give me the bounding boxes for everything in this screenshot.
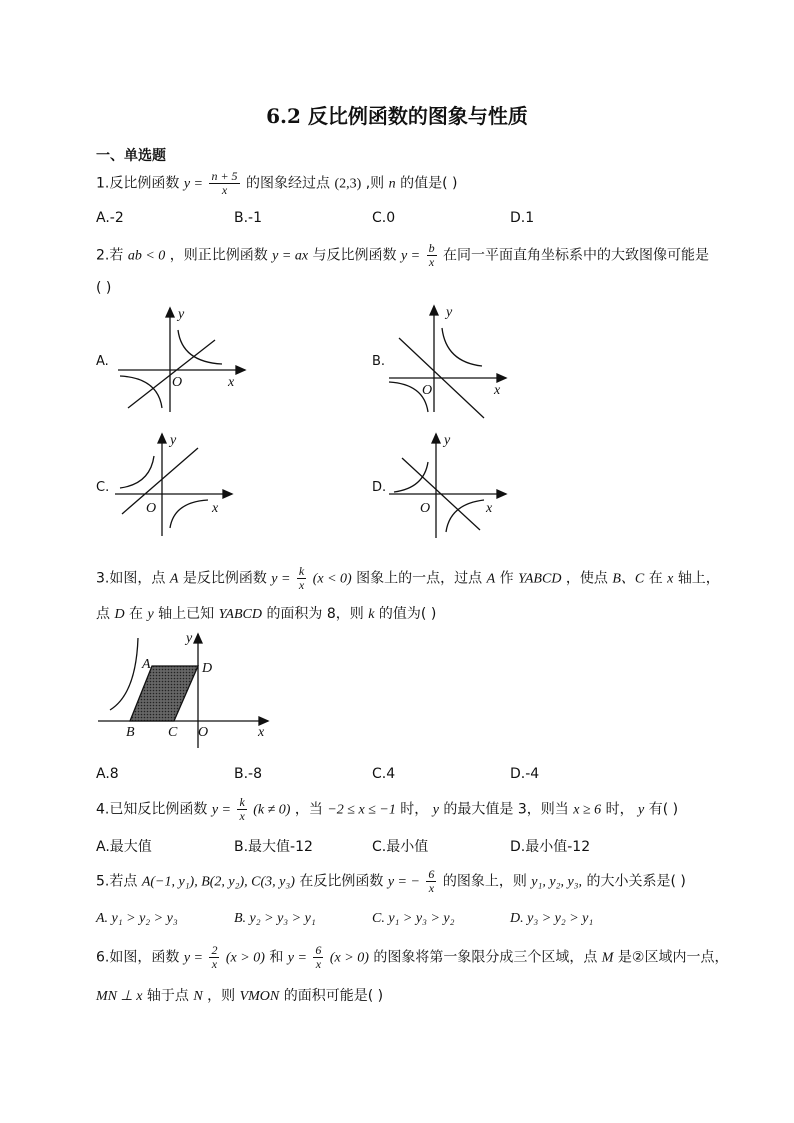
- svg-text:y: y: [446, 305, 453, 320]
- q2-fraction: $\frac{b}{x}$: [428, 241, 435, 269]
- page-title: 6.2 反比例函数的图象与性质: [266, 104, 528, 128]
- q2-graph-b: [384, 300, 534, 420]
- q2-graph-a: [110, 300, 260, 420]
- svg-text:y: y: [170, 433, 177, 448]
- q3-fraction: $\frac{k}{x}$: [298, 564, 305, 592]
- q5-option-a[interactable]: A. y₁ > y₂ > y₃: [96, 911, 178, 926]
- q4-option-b[interactable]: B.最大值-12: [234, 839, 313, 855]
- q4-fraction: $\frac{k}{x}$: [239, 795, 245, 823]
- label-a: A: [142, 657, 151, 672]
- hyperbola-branch-1: [120, 456, 154, 488]
- q2-option-c[interactable]: C.: [96, 480, 110, 495]
- q2-option-d[interactable]: D.: [372, 480, 387, 495]
- x-arrow: [236, 366, 245, 374]
- y-label: y: [178, 307, 185, 322]
- q3-line2: 点 D 在 y 轴上已知 YABCD 的面积为 8，则 k 的值为( ): [96, 606, 437, 622]
- label-b: B: [126, 725, 135, 740]
- x-label: x: [228, 375, 235, 390]
- label-x: x: [258, 725, 265, 740]
- q3-option-c[interactable]: C.4: [372, 766, 396, 782]
- svg-text:O: O: [420, 501, 431, 516]
- question-1: 1.反比例函数 y = $\frac{n + 5}{x}$ 的图象经过点 (2,3) ,则 n 的值是( ): [96, 169, 458, 197]
- q5-fraction: $\frac{6}{x}$: [428, 867, 435, 895]
- question-3: 3.如图，点 A 是反比例函数 y = $\frac{k}{x}$ (x < 0) 图象上的一点，过点 A 作 YABCD ，使点 B、C 在 x 轴上，: [96, 564, 720, 592]
- label-c: C: [168, 725, 178, 740]
- hyperbola-branch-1: [442, 328, 482, 366]
- svg-text:O: O: [422, 383, 433, 398]
- origin-label: O: [172, 375, 183, 390]
- y-arrow: [158, 434, 166, 443]
- q1-option-b[interactable]: B.-1: [234, 210, 263, 226]
- x-arrow: [497, 374, 506, 382]
- q2-option-a[interactable]: A.: [96, 354, 109, 369]
- question-2: 2.若 ab < 0 ，则正比例函数 y = ax 与反比例函数 y = $\frac{b}{x}$ 在同一平面直角坐标系中的大致图像可能是: [96, 241, 710, 269]
- section-heading: 一、单选题: [96, 148, 166, 164]
- question-5: 5.若点 A(−1, y₁), B(2, y₂), C(3, y₃) 在反比例函数 y = − $\frac{6}{x}$ 的图象上，则 y₁, y₂, y₃, 的大小关系是( ): [96, 867, 686, 895]
- q2-option-b[interactable]: B.: [372, 354, 386, 369]
- q6-line2: MN ⊥ x 轴于点 N ，则 VMON 的面积可能是( ): [96, 988, 384, 1004]
- q3-option-a[interactable]: A.8: [96, 766, 119, 782]
- direct-line: [128, 340, 215, 408]
- q5-option-c[interactable]: C. y₁ > y₃ > y₂: [372, 911, 455, 926]
- q4-option-a[interactable]: A.最大值: [96, 839, 152, 855]
- q2-graph-d: [384, 428, 534, 548]
- label-o: O: [198, 725, 209, 740]
- q5-option-d[interactable]: D. y₃ > y₂ > y₁: [510, 911, 594, 926]
- q3-figure: [92, 626, 282, 756]
- q2-graph-c: [110, 428, 260, 548]
- x-arrow: [259, 717, 268, 725]
- parallelogram-abcd: [130, 666, 198, 721]
- x-arrow: [497, 490, 506, 498]
- q1-point: (2,3): [334, 176, 362, 192]
- q1-option-c[interactable]: C.0: [372, 210, 396, 226]
- q6-fraction-2: $\frac{6}{x}$: [315, 943, 322, 971]
- svg-text:x: x: [486, 501, 493, 516]
- svg-text:x: x: [494, 383, 501, 398]
- q5-option-b[interactable]: B. y₂ > y₃ > y₁: [234, 911, 316, 926]
- q1-prefix: 1.反比例函数: [96, 175, 180, 192]
- svg-text:x: x: [212, 501, 219, 516]
- y-arrow: [430, 306, 438, 315]
- direct-line: [122, 448, 198, 514]
- svg-text:O: O: [146, 501, 157, 516]
- hyperbola-branch-1: [178, 330, 222, 364]
- x-arrow: [223, 490, 232, 498]
- hyperbola: [110, 638, 138, 710]
- q6-fraction-1: $\frac{2}{x}$: [211, 943, 218, 971]
- label-y: y: [186, 631, 193, 646]
- q3-option-b[interactable]: B.-8: [234, 766, 263, 782]
- q3-option-d[interactable]: D.-4: [510, 766, 540, 782]
- question-6: 6.如图，函数 y = $\frac{2}{x}$ (x > 0) 和 y = $\frac{6}{x}$ (x > 0) 的图象将第一象限分成三个区域，点 M 是②区域内一点，: [96, 943, 729, 971]
- question-4: 4.已知反比例函数 y = $\frac{k}{x}$ (k ≠ 0) ，当 −2 ≤ x ≤ −1 时， y 的最大值是 3，则当 x ≥ 6 时， y 有( ): [96, 795, 679, 823]
- y-arrow: [194, 634, 202, 643]
- q1-option-a[interactable]: A.-2: [96, 210, 124, 226]
- q4-option-c[interactable]: C.最小值: [372, 839, 429, 855]
- label-d: D: [202, 661, 213, 676]
- svg-text:y: y: [444, 433, 451, 448]
- q2-line2: ( ): [96, 280, 112, 296]
- q4-option-d[interactable]: D.最小值-12: [510, 839, 591, 855]
- hyperbola-branch-2: [120, 376, 162, 408]
- y-arrow: [166, 308, 174, 317]
- hyperbola-branch-2: [170, 500, 208, 528]
- q1-fraction: $\frac{n + 5}{x}$: [211, 169, 238, 197]
- q1-option-d[interactable]: D.1: [510, 210, 535, 226]
- q1-y-eq: y =: [183, 176, 203, 192]
- y-arrow: [432, 434, 440, 443]
